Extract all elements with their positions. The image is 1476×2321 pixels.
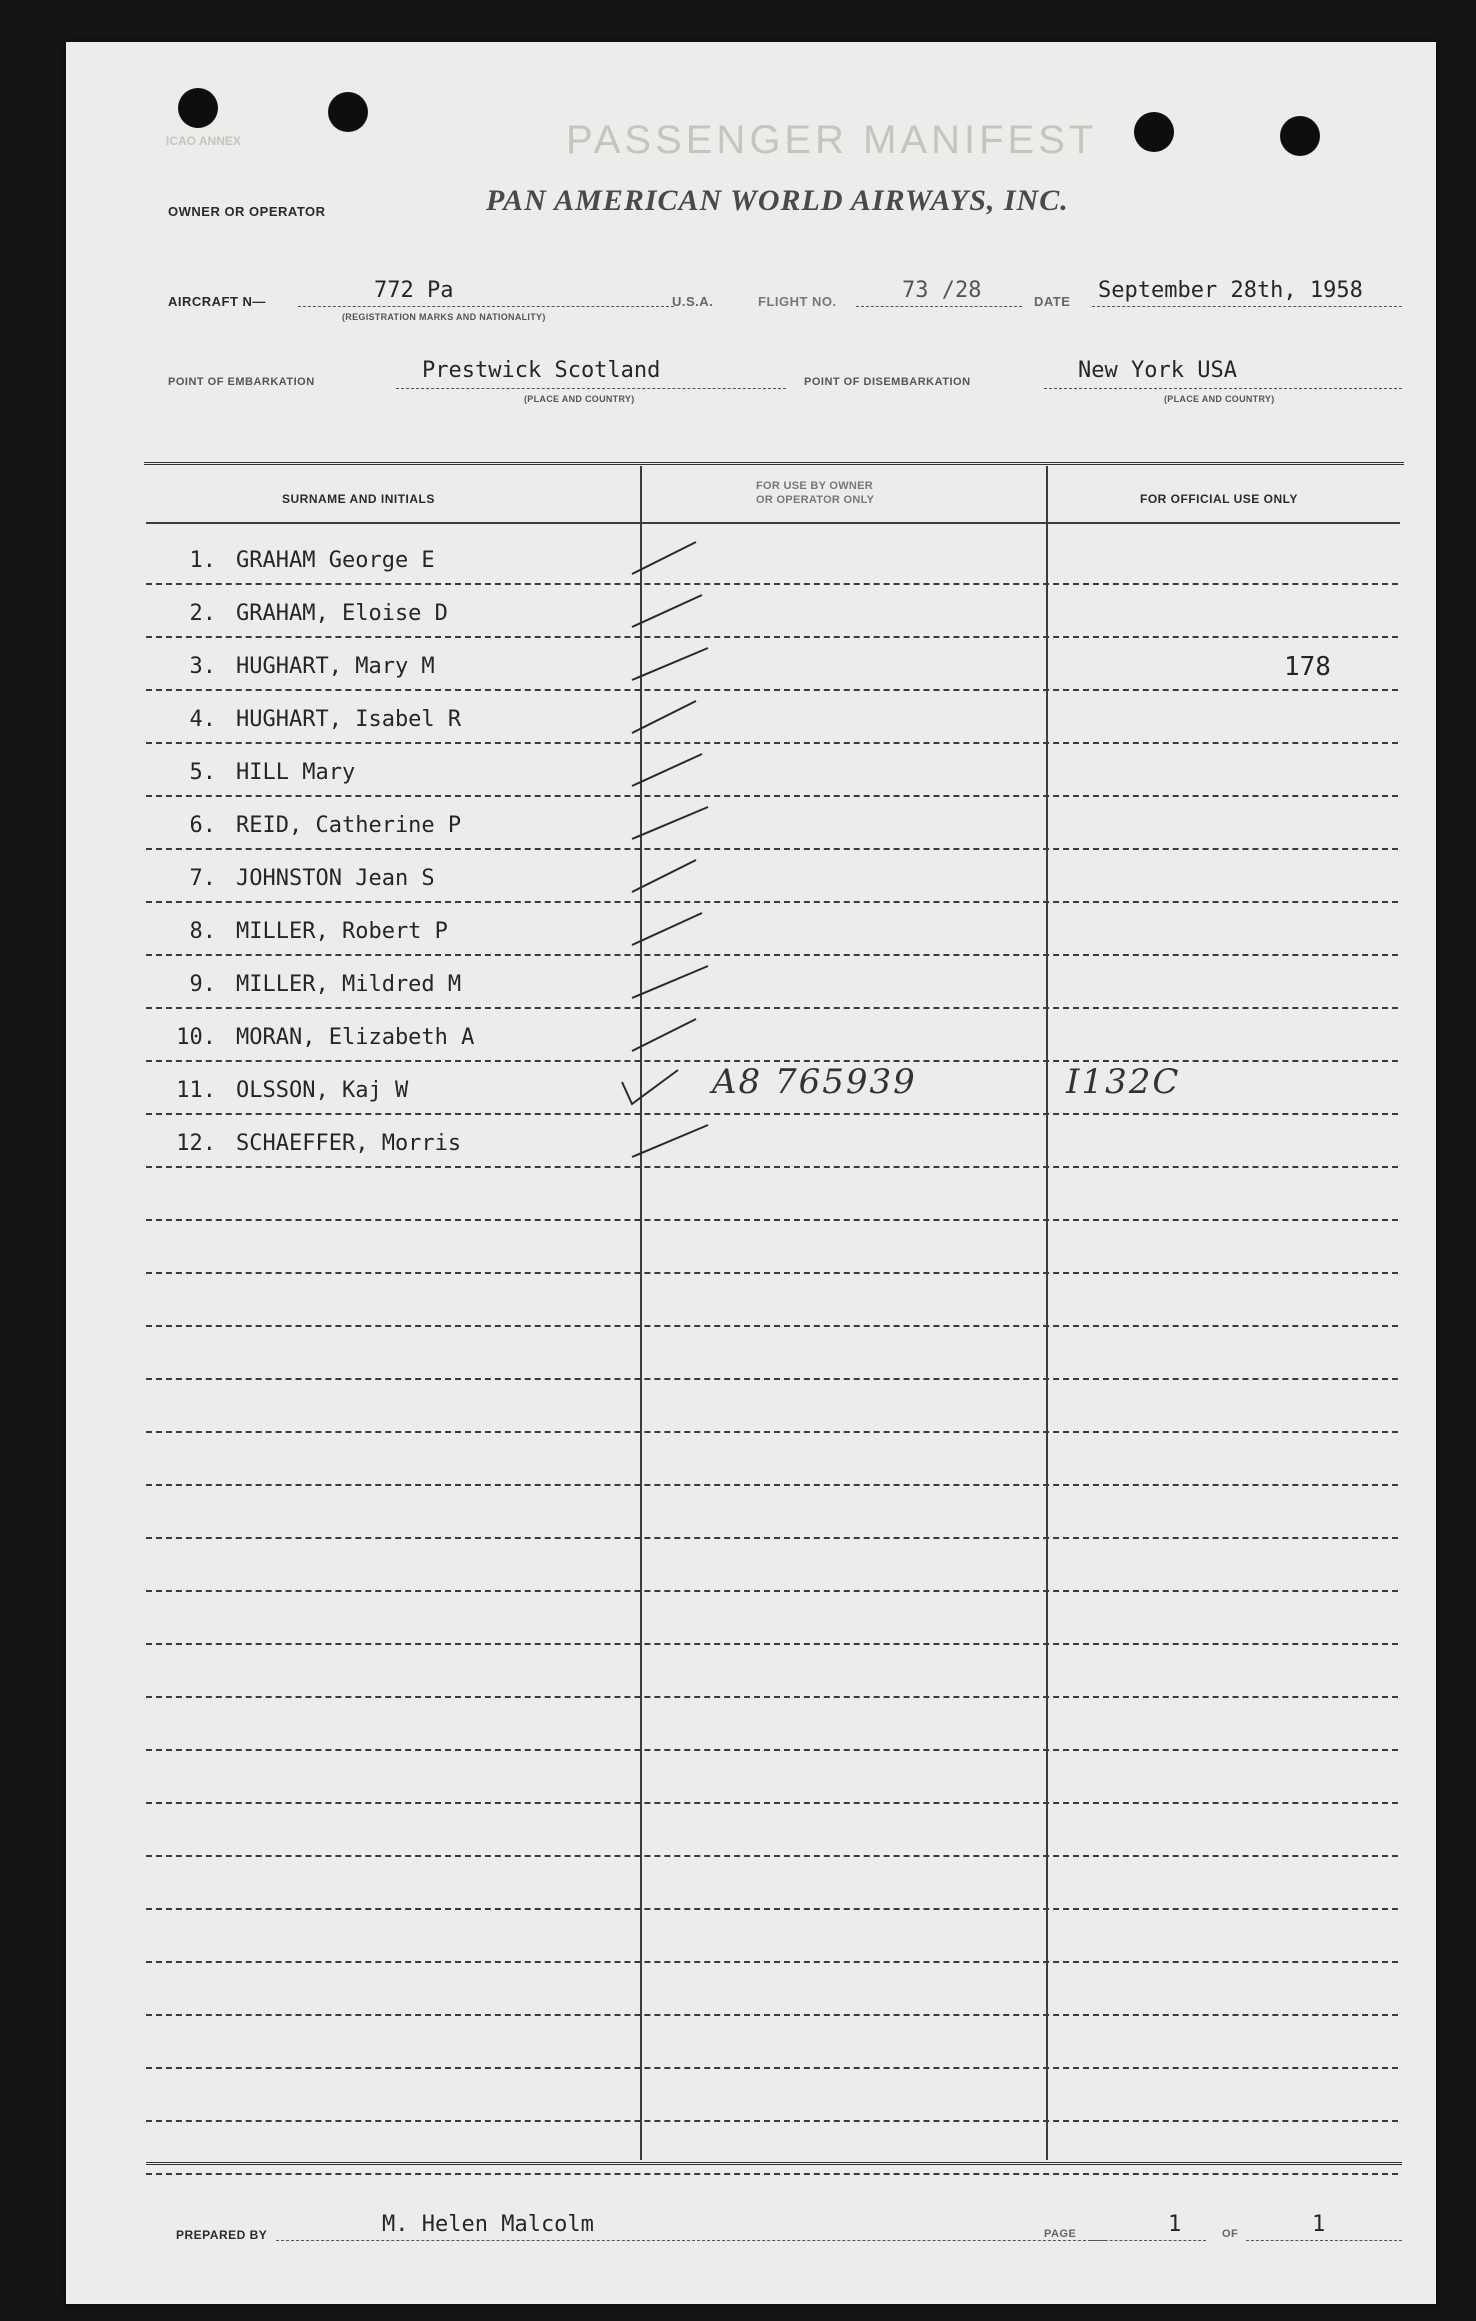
disembarkation-value: New York USA	[1078, 358, 1237, 383]
olsson-official-note: I132C	[1066, 1062, 1181, 1102]
passenger-name: OLSSON, Kaj W	[236, 1078, 409, 1103]
header-official: FOR OFFICIAL USE ONLY	[1140, 492, 1298, 506]
embarkation-value: Prestwick Scotland	[422, 358, 661, 383]
official-use-value: 178	[1284, 652, 1331, 682]
header-owner-use-line2: OR OPERATOR ONLY	[756, 494, 875, 506]
stamp-top-left: ICAO ANNEX	[166, 134, 241, 148]
owner-label: OWNER OR OPERATOR	[168, 204, 326, 219]
manifest-page	[66, 42, 1436, 2304]
olsson-owner-note: A8 765939	[712, 1062, 917, 1102]
flight-label: FLIGHT NO.	[758, 294, 837, 309]
row-number: 10.	[176, 1025, 216, 1050]
passenger-name: JOHNSTON Jean S	[236, 866, 435, 891]
page-value: 1	[1168, 2212, 1182, 2237]
embarkation-caption: (PLACE AND COUNTRY)	[524, 394, 635, 404]
passenger-name: REID, Catherine P	[236, 813, 462, 838]
check-mark	[632, 754, 702, 786]
check-mark	[632, 1019, 696, 1051]
passenger-name: SCHAEFFER, Morris	[236, 1131, 462, 1156]
row-number: 2.	[189, 601, 216, 626]
row-number: 9.	[189, 972, 216, 997]
check-mark	[632, 913, 702, 945]
check-mark	[632, 807, 708, 839]
row-number: 4.	[189, 707, 216, 732]
aircraft-value: 772 Pa	[374, 278, 454, 303]
date-value: September 28th, 1958	[1098, 278, 1363, 303]
row-number: 12.	[176, 1131, 216, 1156]
usa-text: U.S.A.	[672, 294, 714, 309]
embarkation-label: POINT OF EMBARKATION	[168, 376, 315, 388]
flight-value: 73 /28	[902, 278, 982, 303]
check-mark	[632, 542, 696, 574]
check-mark	[632, 1125, 708, 1157]
row-number: 11.	[176, 1078, 216, 1103]
row-number: 1.	[189, 548, 216, 573]
passenger-name: MILLER, Mildred M	[236, 972, 462, 997]
of-value: 1	[1312, 2212, 1326, 2237]
check-mark	[632, 860, 696, 892]
passenger-name: HUGHART, Isabel R	[236, 707, 462, 732]
header-owner-use-line1: FOR USE BY OWNER	[756, 480, 874, 492]
passenger-name: GRAHAM George E	[236, 548, 435, 573]
row-number: 8.	[189, 919, 216, 944]
check-mark	[632, 966, 708, 998]
passenger-name: HILL Mary	[236, 760, 356, 785]
row-number: 6.	[189, 813, 216, 838]
form-faint-title: PASSENGER MANIFEST	[566, 118, 1098, 162]
row-number: 3.	[189, 654, 216, 679]
disembarkation-caption: (PLACE AND COUNTRY)	[1164, 394, 1275, 404]
check-mark	[622, 1070, 678, 1104]
row-number: 7.	[189, 866, 216, 891]
row-number: 5.	[189, 760, 216, 785]
passenger-name: GRAHAM, Eloise D	[236, 601, 448, 626]
passenger-name: HUGHART, Mary M	[236, 654, 435, 679]
registration-caption: (REGISTRATION MARKS AND NATIONALITY)	[342, 312, 546, 322]
header-surname: SURNAME AND INITIALS	[282, 492, 435, 506]
passenger-name: MILLER, Robert P	[236, 919, 448, 944]
of-label: OF	[1222, 2228, 1239, 2240]
disembarkation-label: POINT OF DISEMBARKATION	[804, 376, 971, 388]
check-mark	[632, 701, 696, 733]
page-label: PAGE	[1044, 2228, 1077, 2240]
owner-value: PAN AMERICAN WORLD AIRWAYS, INC.	[486, 184, 1069, 217]
prepared-by-label: PREPARED BY	[176, 2228, 268, 2242]
aircraft-label: AIRCRAFT N—	[168, 294, 266, 309]
prepared-by-value: M. Helen Malcolm	[382, 2212, 594, 2237]
passenger-name: MORAN, Elizabeth A	[236, 1025, 475, 1050]
check-mark	[632, 648, 708, 680]
check-marks	[66, 42, 1436, 2304]
date-label: DATE	[1034, 294, 1071, 309]
check-mark	[632, 595, 702, 627]
